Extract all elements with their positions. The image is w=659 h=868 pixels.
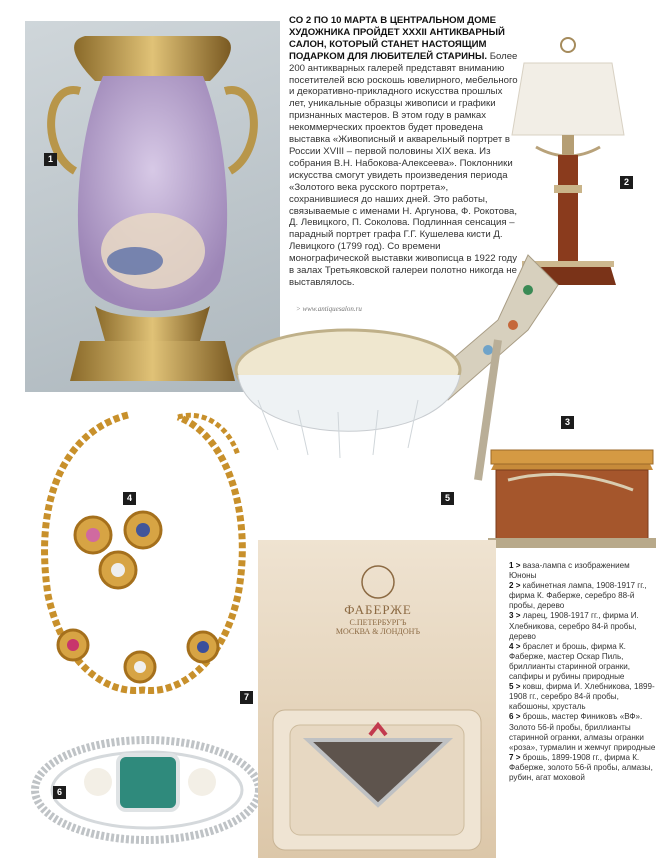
photo-number-2: 2 (620, 176, 633, 189)
faberge-city1: С.ПЕТЕРБУРГЪ (349, 618, 407, 627)
faberge-box-illustration (258, 540, 496, 858)
caption-text: ларец, 1908-1917 гг., фирма И. Хлебникова, серебро 84-й пробы, дерево (509, 611, 639, 641)
photo-number-1: 1 (44, 153, 57, 166)
faberge-stamp (308, 602, 448, 636)
caption-text: брошь, 1899-1908 гг., фирма К. Фаберже, золото 56-й пробы, алмазы, рубин, агат моховой (509, 752, 653, 782)
casket-illustration (488, 430, 656, 552)
caption-7 (509, 753, 659, 783)
caption-text: ковш, фирма И. Хлебникова, 1899-1908 гг., серебро 84-й пробы, кабошоны, хрусталь (509, 682, 655, 712)
article-url[interactable]: > www.antiquesalon.ru (296, 305, 362, 313)
caption-number: 3 > (509, 611, 521, 621)
caption-text: ваза-лампа с изображением Юноны (509, 561, 630, 581)
photo-number-3: 3 (561, 416, 574, 429)
photo-number-5: 5 (441, 492, 454, 505)
caption-5 (509, 682, 659, 712)
photo-casket (488, 430, 656, 552)
photo-number-4: 4 (123, 492, 136, 505)
caption-number: 4 > (509, 641, 521, 651)
article-body: Более 200 антикварных галерей представят вниманию посетителей всю роскошь ювелирного, мебельного и декоративно-прикладного искусства прошлых лет, уникальные образцы живописи и графики признанных мастеров. В этом году в рамках некоммерческих проектов будет проведена выставка «Живописный и акварельный портрет в России XVIII – первой половины XIX века. Из собрания В.Н. Набокова-Алексеева». Поклонники искусства смогут увидеть произведения периода «Золотого века русского портрета», сохранившиеся до наших дней. Это работы, связываемые с именами Н. Аргунова, Ф. Рокотова, Д. Левицкого, П. Соколова. Подлинная сенсация – парадный портрет графа Г.Г. Кушелева кисти Д. Левицкого (1799 год). Со времени монографической выставки живописца в 1922 году в залах Третьяковской галереи полотно никогда не выставлялось. (289, 50, 518, 288)
photo-number-7: 7 (240, 691, 253, 704)
caption-3 (509, 611, 659, 641)
photo-number-6: 6 (53, 786, 66, 799)
bracelet-illustration (28, 405, 258, 705)
photo-faberge-box (258, 540, 496, 858)
caption-1 (509, 561, 659, 581)
caption-text: брошь, мастер Финиковъ «ВФ». Золото 56-й пробы, бриллианты старинной огранки, алмазы огранки «роза», турмалин и жемчуг природные (509, 712, 656, 752)
caption-6 (509, 712, 659, 752)
caption-4 (509, 642, 659, 682)
caption-number: 2 > (509, 581, 521, 591)
caption-number: 5 > (509, 682, 521, 692)
faberge-city2: МОСКВА & ЛОНДОНЪ (335, 627, 421, 636)
caption-2 (509, 581, 659, 611)
photo-bracelet-brooch (28, 405, 258, 705)
caption-number: 6 > (509, 712, 521, 722)
article-intro (289, 15, 519, 289)
caption-number: 7 > (509, 752, 521, 762)
article-lead: СО 2 ПО 10 МАРТА В ЦЕНТРАЛЬНОМ ДОМЕ ХУДОЖНИКА ПРОЙДЕТ XXXII АНТИКВАРНЫЙ САЛОН, КОТОРЫЙ СТАНЕТ НАСТОЯЩИМ ПОДАРКОМ ДЛЯ ЛЮБИТЕЛЕЙ СТАРИНЫ. (289, 15, 505, 62)
faberge-brand: ФАБЕРЖЕ (344, 602, 412, 617)
caption-number: 1 > (509, 561, 521, 570)
captions (509, 561, 659, 783)
caption-text: браслет и брошь, фирма К. Фаберже, мастер Оскар Пиль, бриллианты старинной огранки, сапфиры и рубины природные (509, 641, 631, 682)
caption-text: кабинетная лампа, 1908-1917 гг., фирма К. Фаберже, серебро 88-й пробы, дерево (509, 581, 647, 611)
